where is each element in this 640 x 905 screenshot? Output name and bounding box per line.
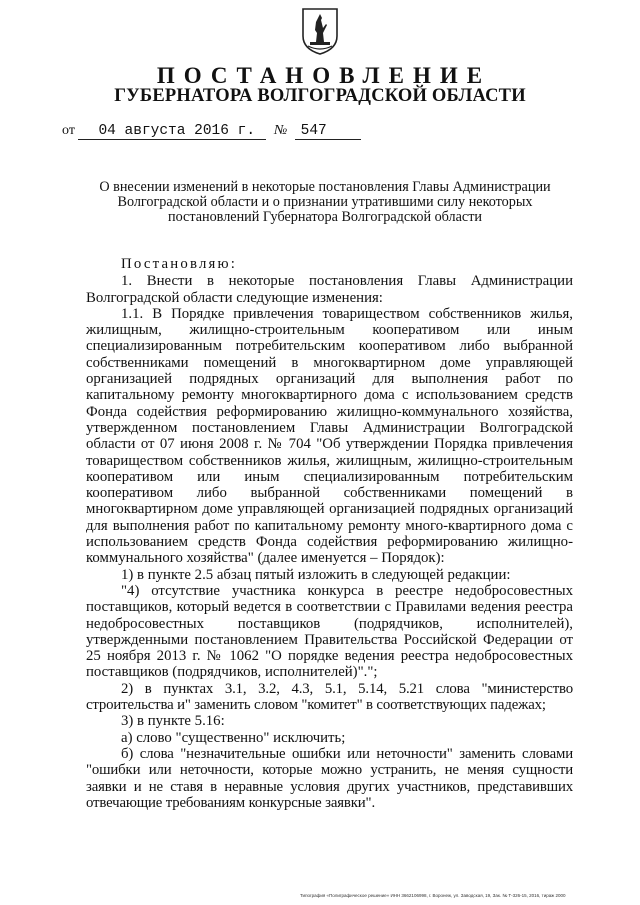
number-field: 547 [295,123,361,140]
paragraph: 1.1. В Порядке привлечения товариществом собственников жилья, жилищным, жилищно-строительным кооперативом или иным специализированным потребительским кооперативом либо выбранной собственниками помещений в многоквартирном доме управляющей организацией подрядных организаций для выполнения работ по капитальному ремонту многоквартирного дома с использованием средств Фонда содействия реформированию жилищно-коммунального хозяйства, утвержденном постановлением Главы Администрации Волгоградской области от 07 июня 2008 г. № 704 "Об утверждении Порядка привлечения товариществом собственников жилья, жилищным, жилищно-строительным кооперативом или иным специализированным потребительским кооперативом либо выбранной собственниками помещений в многоквартирном доме управляющей организацией подрядных организаций для выполнения работ по капитальному ремонту много-квартирного дома с использованием средств Фонда содействия реформированию жилищно-коммунального хозяйства" (далее именуется – Порядок): [86,305,573,567]
printer-footer: Типография «Полиграфическое решение» ИНН 3662106998, г. Воронеж, ул. Заводская, 19, Зак. № Т-326-15, 2016, тираж 2000 [300,893,566,898]
paragraph: "4) отсутствие участника конкурса в реестре недобросовестных поставщиков, который ведется в соответствии с Правилами ведения реестра недобросовестных поставщиков (подрядчиков, исполнителей), утвержденными постановлением Правительства Российской Федерации от 25 ноября 2013 г. № 1062 "О порядке ведения реестра недобросовестных поставщиков (подрядчиков, исполнителей)"."; [86,582,573,681]
resolution-word: Постановляю: [121,256,238,272]
subject-line: О внесении изменений в некоторые постановления Главы Администрации [99,179,551,195]
paragraph: б) слова "незначительные ошибки или неточности" заменить словами "ошибки или неточности, которые можно устранить, не меняя сущности заявки и не ставя в неравные условия других участников, представивших отвечающие требованиям конкурсные заявки". [86,745,573,811]
paragraph: 2) в пунктах 3.1, 3.2, 4.3, 5.1, 5.14, 5.21 слова "министерство строительства и" заменить словом "комитет" в соответствующих падежах; [86,680,573,714]
number-label: № [273,123,288,138]
document-body [86,256,573,811]
date-prefix: от [62,123,75,138]
paragraph: 1) в пункте 2.5 абзац пятый изложить в следующей редакции: [121,566,511,583]
subject-line: постановлений Губернатора Волгоградской области [167,209,483,225]
date-number-line [62,123,361,140]
issuer-heading: ГУБЕРНАТОРА ВОЛГОГРАДСКОЙ ОБЛАСТИ [114,86,526,106]
document-type-heading: ПОСТАНОВЛЕНИЕ [156,63,492,88]
volgograd-coat-of-arms-icon [300,6,340,56]
paragraph: 1. Внести в некоторые постановления Главы Администрации Волгоградской области следующие изменения: [86,273,573,306]
date-field: 04 августа 2016 г. [78,123,266,140]
paragraph: 3) в пункте 5.16: [121,713,225,730]
paragraph: а) слово "существенно" исключить; [121,729,346,746]
subject-line: Волгоградской области и о признании утратившими силу некоторых [117,194,533,210]
document-subject [78,180,572,225]
